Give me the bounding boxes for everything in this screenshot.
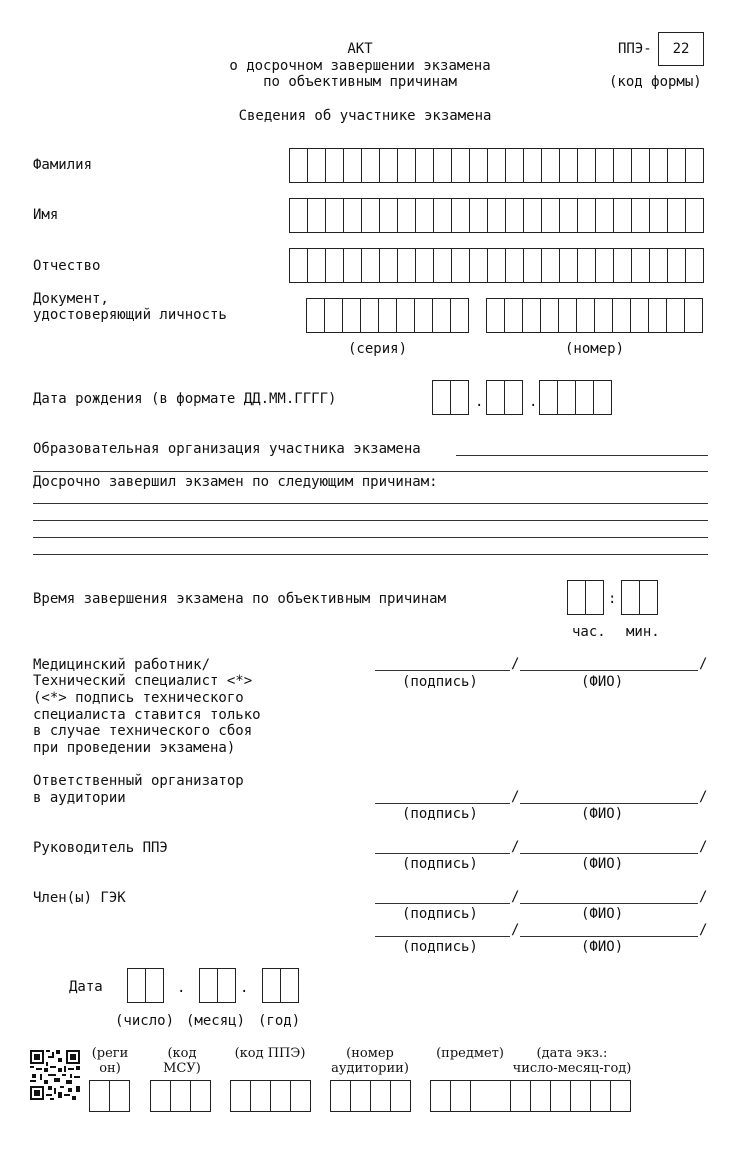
subject-spacer	[470, 1080, 510, 1112]
form-subtitle-1: о досрочном завершении экзамена	[229, 58, 491, 74]
reasons-line-3[interactable]	[33, 537, 708, 538]
slash: /	[511, 839, 520, 855]
end-time-label: Время завершения экзамена по объективным причинам	[33, 591, 447, 607]
org-label: Образовательная организация участника экзамена	[33, 441, 421, 457]
exam-date-label-1: (дата экз.:	[536, 1046, 608, 1061]
birth-year-cells[interactable]	[539, 380, 612, 415]
reasons-line-2[interactable]	[33, 520, 708, 521]
hours-cells[interactable]	[567, 580, 604, 615]
signature-label: (подпись)	[402, 806, 478, 822]
signature-label: (подпись)	[402, 906, 478, 922]
slash: /	[511, 789, 520, 805]
minutes-label: мин.	[626, 624, 660, 640]
reasons-line-1[interactable]	[33, 503, 708, 504]
org-line-1[interactable]	[456, 455, 708, 456]
slash: /	[511, 889, 520, 905]
reasons-line-4[interactable]	[33, 554, 708, 555]
organizer-label-1: Ответственный организатор	[33, 773, 244, 789]
slash: /	[699, 839, 708, 855]
slash: /	[699, 656, 708, 672]
head-signature-line[interactable]	[375, 853, 510, 854]
slash: /	[699, 889, 708, 905]
org-line-2[interactable]	[33, 471, 708, 472]
gek-label: Член(ы) ГЭК	[33, 890, 126, 906]
slash: /	[699, 789, 708, 805]
section-title: Сведения об участнике экзамена	[238, 108, 492, 124]
room-label-2: аудитории)	[331, 1061, 409, 1076]
first-name-label: Имя	[33, 207, 59, 223]
birth-date-label: Дата рождения (в формате ДД.ММ.ГГГГ)	[33, 391, 337, 407]
reasons-label: Досрочно завершил экзамен по следующим причинам:	[33, 474, 438, 490]
medic-label-4: специалиста ставится только	[33, 707, 261, 723]
form-code-number: 22	[672, 41, 690, 57]
head-name-line[interactable]	[520, 853, 698, 854]
slash: /	[511, 922, 520, 938]
region-label-2: он)	[99, 1061, 121, 1076]
form-code-prefix: ППЭ-	[618, 41, 652, 57]
form-code-label: (код формы)	[609, 74, 702, 90]
region-cells[interactable]	[89, 1080, 130, 1112]
organizer-name-line[interactable]	[520, 803, 698, 804]
subject-cells[interactable]	[430, 1080, 471, 1112]
region-label-1: (реги	[91, 1046, 129, 1061]
ppe-code-label: (код ППЭ)	[234, 1046, 306, 1061]
day-label: (число)	[115, 1013, 175, 1029]
msu-label-2: МСУ)	[163, 1061, 201, 1076]
gek-signature-line-2[interactable]	[375, 936, 510, 937]
minutes-cells[interactable]	[621, 580, 658, 615]
series-label: (серия)	[348, 341, 408, 357]
medic-label-5: в случае технического сбоя	[33, 723, 253, 739]
month-label: (месяц)	[186, 1013, 246, 1029]
slash: /	[511, 656, 520, 672]
last-name-label: Фамилия	[33, 157, 93, 173]
document-label-1: Документ,	[33, 291, 109, 307]
birth-month-cells[interactable]	[486, 380, 523, 415]
slash: /	[699, 922, 708, 938]
medic-label-6: при проведении экзамена)	[33, 740, 236, 756]
medic-name-line[interactable]	[520, 670, 698, 671]
hours-label: час.	[572, 624, 606, 640]
date-month-cells[interactable]	[199, 968, 236, 1003]
organizer-signature-line[interactable]	[375, 803, 510, 804]
organizer-label-2: в аудитории	[33, 790, 126, 806]
name-label: (ФИО)	[581, 856, 624, 872]
patronymic-cells[interactable]	[289, 248, 704, 283]
first-name-cells[interactable]	[289, 198, 704, 233]
name-label: (ФИО)	[581, 806, 624, 822]
date-label: Дата	[69, 979, 103, 995]
name-label: (ФИО)	[581, 939, 624, 955]
document-number-cells[interactable]	[486, 298, 703, 333]
last-name-cells[interactable]	[289, 148, 704, 183]
exam-date-label-2: число-месяц-год)	[512, 1061, 632, 1076]
exam-date-cells[interactable]	[510, 1080, 631, 1112]
form-subtitle-2: по объективным причинам	[263, 74, 457, 90]
head-label: Руководитель ППЭ	[33, 840, 168, 856]
signature-label: (подпись)	[402, 939, 478, 955]
name-label: (ФИО)	[581, 906, 624, 922]
number-label: (номер)	[565, 341, 625, 357]
gek-signature-line-1[interactable]	[375, 903, 510, 904]
document-series-cells[interactable]	[306, 298, 469, 333]
gek-name-line-2[interactable]	[520, 936, 698, 937]
patronymic-label: Отчество	[33, 258, 101, 274]
birth-day-cells[interactable]	[432, 380, 469, 415]
medic-signature-line[interactable]	[375, 670, 510, 671]
signature-label: (подпись)	[402, 674, 478, 690]
ppe-code-cells[interactable]	[230, 1080, 311, 1112]
msu-cells[interactable]	[150, 1080, 211, 1112]
medic-label-1: Медицинский работник/	[33, 657, 211, 673]
birth-dot-1: .	[475, 394, 484, 410]
room-cells[interactable]	[330, 1080, 411, 1112]
gek-name-line-1[interactable]	[520, 903, 698, 904]
name-label: (ФИО)	[581, 674, 624, 690]
medic-label-3: (<*> подпись технического	[33, 690, 244, 706]
date-year-cells[interactable]	[262, 968, 299, 1003]
qr-code-icon	[30, 1050, 80, 1100]
date-day-cells[interactable]	[127, 968, 164, 1003]
subject-label: (предмет)	[436, 1046, 504, 1061]
medic-label-2: Технический специалист <*>	[33, 673, 253, 689]
signature-label: (подпись)	[402, 856, 478, 872]
date-dot-1: .	[177, 980, 186, 996]
birth-dot-2: .	[529, 394, 538, 410]
form-title: АКТ	[347, 41, 373, 57]
year-label: (год)	[258, 1013, 301, 1029]
document-label-2: удостоверяющий личность	[33, 307, 227, 323]
room-label-1: (номер	[346, 1046, 394, 1061]
time-colon: :	[608, 591, 617, 607]
msu-label-1: (код	[167, 1046, 197, 1061]
date-dot-2: .	[240, 980, 249, 996]
